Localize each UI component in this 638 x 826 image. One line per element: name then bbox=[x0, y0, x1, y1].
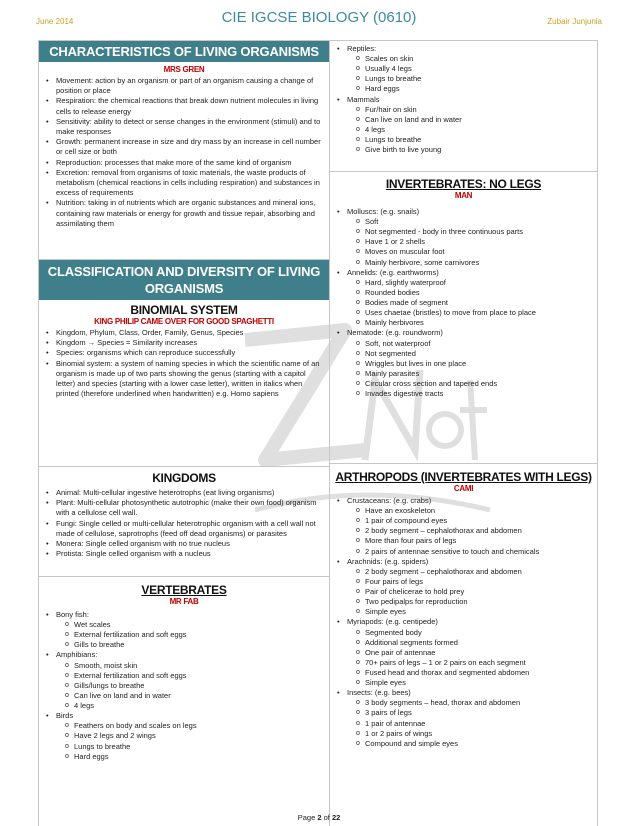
classification-item: • Kingdom, Phylum, Class, Order, Family, Genus, Species bbox=[39, 328, 325, 338]
arthropod-trait: o Pair of chelicerae to hold prey bbox=[347, 587, 593, 597]
vertebrate-group bbox=[330, 44, 593, 95]
invertebrate-trait: o Not segmented - body in three continuous parts bbox=[347, 227, 593, 237]
footer-of: of bbox=[321, 813, 332, 822]
arthropod-trait: o 70+ pairs of legs – 1 or 2 pairs on each segment bbox=[347, 658, 593, 668]
vertebrate-group-label: Bony fish: bbox=[56, 610, 89, 619]
vertebrate-trait: o Usually 4 legs bbox=[347, 64, 593, 74]
invertebrate-trait: o Uses chaetae (bristles) to move from place to place bbox=[347, 308, 593, 318]
header-title: CIE IGCSE BIOLOGY (0610) bbox=[221, 9, 417, 26]
invertebrate-group bbox=[330, 328, 593, 399]
vertebrate-group-label: Birds bbox=[56, 711, 74, 721]
classification-title-line2: ORGANISMS bbox=[144, 281, 224, 296]
vertebrate-group-label: Amphibians: bbox=[56, 650, 98, 660]
arthropod-trait: o Simple eyes bbox=[347, 607, 593, 617]
vertebrate-trait: o Gills to breathe bbox=[56, 640, 325, 650]
arthropods-mnemonic: CAMI bbox=[453, 484, 474, 493]
left-column bbox=[38, 40, 330, 826]
binomial-system-heading: BINOMIAL SYSTEM bbox=[130, 303, 238, 317]
arthropod-trait: o Two pedipalps for reproduction bbox=[347, 597, 593, 607]
invertebrate-trait: o Not segmented bbox=[347, 349, 593, 359]
arthropod-group bbox=[330, 688, 593, 749]
arthropod-group bbox=[330, 557, 593, 618]
invertebrate-trait: o Hard, slightly waterproof bbox=[347, 278, 593, 288]
vertebrate-trait: o Lungs to breathe bbox=[347, 135, 593, 145]
arthropods-heading: ARTHROPODS (INVERTEBRATES WITH LEGS) bbox=[335, 470, 592, 484]
vertebrate-group bbox=[39, 650, 325, 711]
arthropod-trait: o Four pairs of legs bbox=[347, 577, 593, 587]
characteristic-item: • Respiration: the chemical reactions that break down nutrient molecules in living cells to release energy bbox=[39, 96, 325, 116]
invertebrate-trait: o Rounded bodies bbox=[347, 288, 593, 298]
vertebrate-trait: o Smooth, moist skin bbox=[56, 661, 325, 671]
arthropod-trait: o Segmented body bbox=[347, 628, 593, 638]
vertebrate-trait: o Lungs to breathe bbox=[347, 74, 593, 84]
vertebrate-group-label: Mammals bbox=[347, 94, 380, 104]
right-column bbox=[330, 40, 598, 826]
vertebrate-trait: o External fertilization and soft eggs bbox=[56, 630, 325, 640]
vertebrate-trait: o Scales on skin bbox=[347, 54, 593, 64]
classification-section bbox=[39, 260, 329, 467]
arthropod-trait: o 2 pairs of antennae sensitive to touch and chemicals bbox=[347, 547, 593, 557]
kingdom-item: • Fungi: Single celled or multi-cellular heterotrophic organism with a cell wall not made of cellulose, saprotrophs (feed off dead organisms) or parasites bbox=[39, 519, 325, 539]
invertebrate-group-label: Annelids: (e.g. earthworms) bbox=[347, 267, 439, 277]
classification-mnemonic: KING PHILIP CAME OVER FOR GOOD SPAGHETTI bbox=[94, 317, 274, 326]
characteristics-mnemonic: MRS GREN bbox=[163, 65, 205, 74]
invertebrate-trait: o Have 1 or 2 shells bbox=[347, 237, 593, 247]
arthropod-trait: o One pair of antennae bbox=[347, 648, 593, 658]
arthropod-group-label: Crustaceans: (e.g. crabs) bbox=[347, 496, 432, 505]
characteristics-title: CHARACTERISTICS OF LIVING ORGANISMS bbox=[39, 41, 329, 62]
kingdom-item: • Monera: Single celled organism with no true nucleus bbox=[39, 539, 325, 549]
invertebrate-trait: o Circular cross section and tapered ends bbox=[347, 379, 593, 389]
vertebrate-trait: o 4 legs bbox=[347, 125, 593, 135]
arthropod-group bbox=[330, 617, 593, 688]
classification-title bbox=[39, 260, 329, 300]
vertebrate-trait: o Wet scales bbox=[56, 620, 325, 630]
classification-item: • Kingdom → Species = Similarity increases bbox=[39, 338, 325, 348]
vertebrates-heading: VERTEBRATES bbox=[141, 583, 227, 597]
invertebrate-trait: o Soft bbox=[347, 217, 593, 227]
characteristic-item: • Movement: action by an organism or part of an organism causing a change of position or place bbox=[39, 76, 325, 96]
arthropod-group-label: Arachnids: (e.g. spiders) bbox=[347, 556, 429, 566]
vertebrate-trait: o Can live on land and in water bbox=[56, 691, 325, 701]
invertebrates-section bbox=[330, 172, 597, 464]
invertebrate-trait: o Mainly herbivores bbox=[347, 318, 593, 328]
invertebrate-group-label: Nematode: (e.g. roundworm) bbox=[347, 328, 443, 338]
vertebrate-group-label: Reptiles: bbox=[347, 44, 377, 53]
arthropod-trait: o 1 pair of antennae bbox=[347, 719, 593, 729]
arthropod-trait: o Compound and simple eyes bbox=[347, 739, 593, 749]
kingdom-item: • Animal: Multi-cellular ingestive heterotrophs (eat living organisms) bbox=[39, 488, 325, 498]
vertebrates-section bbox=[39, 577, 329, 826]
characteristic-item: • Nutrition: taking in of nutrients which are organic substances and mineral ions, containing raw materials or energy for growth and tissue repair, absorbing and assimilating them bbox=[39, 198, 325, 229]
kingdom-item: • Plant: Multi-cellular photosynthetic autotrophic (make their own food) organism with a cellulose cell wall. bbox=[39, 498, 325, 518]
vertebrate-trait: o External fertilization and soft eggs bbox=[56, 671, 325, 681]
kingdom-item: • Protista: Single celled organism with a nucleus bbox=[39, 549, 325, 559]
arthropod-trait: o Simple eyes bbox=[347, 678, 593, 688]
header-date: June 2014 bbox=[36, 17, 74, 26]
invertebrate-trait: o Soft, not waterproof bbox=[347, 339, 593, 349]
arthropod-trait: o Additional segments formed bbox=[347, 638, 593, 648]
vertebrate-trait: o Can live on land and in water bbox=[347, 115, 593, 125]
invertebrate-group bbox=[330, 268, 593, 329]
arthropod-trait: o More than four pairs of legs bbox=[347, 536, 593, 546]
footer-prefix: Page bbox=[297, 813, 318, 822]
arthropod-trait: o 3 pairs of legs bbox=[347, 708, 593, 718]
arthropod-trait: o Fused head and thorax and segmented abdomen bbox=[347, 668, 593, 678]
invertebrate-trait: o Bodies made of segment bbox=[347, 298, 593, 308]
invertebrate-trait: o Mainly parasites bbox=[347, 369, 593, 379]
footer-page-total: 22 bbox=[331, 813, 341, 822]
vertebrate-trait: o Give birth to live young bbox=[347, 145, 593, 155]
kingdoms-heading: KINGDOMS bbox=[152, 471, 216, 485]
invertebrate-group-label: Molluscs: (e.g. snails) bbox=[347, 207, 420, 216]
arthropod-group bbox=[330, 496, 593, 557]
invertebrates-heading: INVERTEBRATES: NO LEGS bbox=[385, 177, 542, 191]
vertebrates-continued-section bbox=[330, 41, 597, 172]
arthropod-group-label: Myriapods: (e.g. centipede) bbox=[347, 617, 438, 627]
characteristic-item: • Excretion: removal from organisms of toxic materials, the waste products of metabolism (chemical reactions in cells including respiration) and substances in excess of requirements bbox=[39, 168, 325, 199]
characteristic-item: • Growth: permanent increase in size and dry mass by an increase in cell number or cell size or both bbox=[39, 137, 325, 157]
vertebrate-trait: o Gills/lungs to breathe bbox=[56, 681, 325, 691]
invertebrates-mnemonic: MAN bbox=[454, 191, 473, 200]
arthropod-trait: o 1 pair of compound eyes bbox=[347, 516, 593, 526]
invertebrate-group bbox=[330, 207, 593, 268]
characteristic-item: • Sensitivity: ability to detect or sense changes in the environment (stimuli) and to make responses bbox=[39, 117, 325, 137]
footer-page-number: 2 bbox=[317, 813, 322, 822]
invertebrate-trait: o Mainly herbivore, some carnivores bbox=[347, 258, 593, 268]
arthropods-section bbox=[330, 464, 597, 826]
page-footer bbox=[0, 813, 638, 822]
kingdoms-section bbox=[39, 467, 329, 577]
vertebrate-trait: o Hard eggs bbox=[56, 752, 325, 762]
page-header bbox=[36, 5, 602, 35]
arthropod-trait: o 2 body segment – cephalothorax and abdomen bbox=[347, 526, 593, 536]
vertebrate-trait: o Lungs to breathe bbox=[56, 742, 325, 752]
vertebrate-trait: o Have 2 legs and 2 wings bbox=[56, 731, 325, 741]
vertebrate-group bbox=[330, 95, 593, 156]
arthropod-trait: o Have an exoskeleton bbox=[347, 506, 593, 516]
vertebrate-group bbox=[39, 610, 325, 650]
vertebrate-trait: o Fur/hair on skin bbox=[347, 105, 593, 115]
vertebrate-group bbox=[39, 711, 325, 762]
classification-title-line1: CLASSIFICATION AND DIVERSITY OF LIVING bbox=[47, 264, 321, 279]
arthropod-trait: o 1 or 2 pairs of wings bbox=[347, 729, 593, 739]
invertebrate-trait: o Invades digestive tracts bbox=[347, 389, 593, 399]
invertebrate-trait: o Moves on muscular foot bbox=[347, 247, 593, 257]
vertebrate-trait: o Hard eggs bbox=[347, 84, 593, 94]
characteristic-item: • Reproduction: processes that make more of the same kind of organism bbox=[39, 158, 325, 168]
header-author: Zubair Junjunia bbox=[547, 17, 602, 26]
classification-item: • Species: organisms which can reproduce successfully bbox=[39, 348, 325, 358]
invertebrate-trait: o Wriggles but lives in one place bbox=[347, 359, 593, 369]
vertebrates-mnemonic: MR FAB bbox=[169, 597, 199, 606]
classification-item: • Binomial system: a system of naming species in which the scientific name of an organism is made up of two parts showing the genus (starting with a capitol letter) and species (starting with a lower case letter), written in italics when printed (therefore underlined when handwritten) e.g. Homo sapiens bbox=[39, 359, 325, 400]
characteristics-section bbox=[39, 41, 329, 260]
arthropod-group-label: Insects: (e.g. bees) bbox=[347, 688, 411, 698]
arthropod-trait: o 3 body segments – head, thorax and abdomen bbox=[347, 698, 593, 708]
vertebrate-trait: o 4 legs bbox=[56, 701, 325, 711]
vertebrate-trait: o Feathers on body and scales on legs bbox=[56, 721, 325, 731]
arthropod-trait: o 2 body segment – cephalothorax and abdomen bbox=[347, 567, 593, 577]
